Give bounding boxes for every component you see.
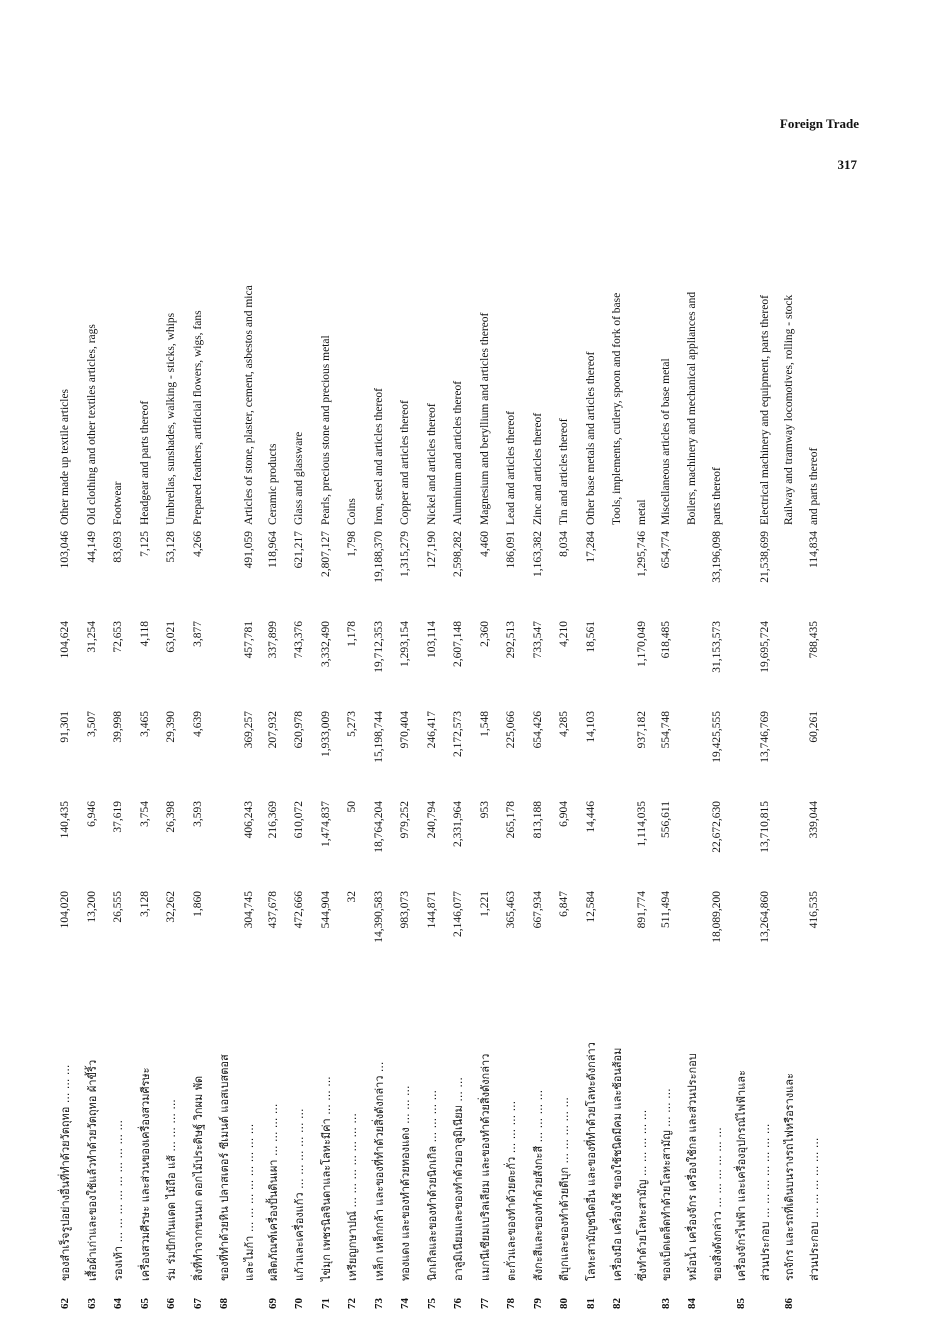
value-col-3: 5,273: [346, 711, 359, 737]
item-code: [706, 1284, 728, 1312]
thai-description: ส่วนประกอบ ... ... ... ... ... ... ...: [759, 1123, 772, 1281]
value-col-5: 2,598,282: [452, 531, 465, 577]
english-description: Electrical machinery and equipment, parts thereof: [759, 295, 771, 525]
english-description: Miscellaneous articles of base metal: [659, 358, 672, 525]
thai-description: แมกนีเซียมเบริลเลียม และของทำด้วยสิ่งดังกล่าว: [478, 1053, 492, 1281]
value-col-4: 2,607,148: [452, 621, 465, 667]
value-col-2: 953: [478, 801, 491, 819]
english-description: Iron, steel and articles thereof: [372, 388, 385, 525]
value-col-2: 6,904: [558, 801, 571, 827]
item-code: 67: [191, 1298, 204, 1309]
value-col-2: 216,369: [266, 801, 279, 839]
item-code: 80: [558, 1298, 571, 1309]
value-col-3: 29,390: [165, 711, 178, 743]
value-col-5: 7,125: [138, 531, 151, 557]
table-row: [631, 170, 653, 1312]
value-col-4: 31,153,573: [710, 621, 723, 673]
item-code: [803, 1284, 825, 1312]
value-col-5: [776, 528, 803, 618]
value-col-3: 2,172,573: [452, 711, 465, 757]
table-row: [339, 170, 366, 1312]
value-col-2: 2,331,964: [452, 801, 465, 847]
value-col-2: 50: [346, 801, 359, 813]
table-row: [445, 170, 472, 1312]
table-row: [706, 170, 728, 1312]
english-description: and parts thereof: [807, 447, 820, 525]
item-code: 74: [399, 1298, 412, 1309]
value-col-2: 240,794: [425, 801, 438, 839]
value-col-1: 26,555: [112, 891, 125, 923]
section-title: Foreign Trade: [779, 116, 859, 131]
value-col-1: 983,073: [399, 891, 412, 929]
value-col-3: 19,425,555: [710, 711, 723, 763]
value-col-5: 1,315,279: [399, 531, 412, 577]
value-col-5: 654,774: [659, 531, 672, 569]
value-col-2: 1,474,837: [319, 801, 332, 847]
table-row: [185, 170, 212, 1312]
table-row: [158, 170, 185, 1312]
english-description: Other made up textile articles: [59, 388, 72, 525]
value-col-3: 620,978: [293, 711, 306, 749]
thai-description: แก้วและเครื่องแก้ว ... ... ... ... ... ...: [293, 1108, 307, 1281]
item-code: 77: [478, 1298, 491, 1309]
table-row: [525, 170, 552, 1312]
value-col-5: 103,046: [59, 531, 72, 569]
value-col-1: 18,089,200: [710, 891, 723, 943]
english-description: Tools, implements, cutlery, spoon and fork of base: [611, 292, 624, 525]
value-col-2: 1,114,035: [635, 801, 648, 847]
table-row: [578, 170, 605, 1312]
thai-description: รองเท้า ... ... ... ... ... ... ... ... ...: [112, 1120, 126, 1281]
thai-description: สิ่งที่ทำจากขนนก ดอกไม้ประดิษฐ์ วิกผม พัด: [191, 1075, 205, 1281]
value-col-3: 60,261: [807, 711, 820, 743]
item-code: [631, 1284, 653, 1312]
item-code: 73: [372, 1298, 385, 1309]
value-col-2: 556,611: [659, 801, 672, 838]
value-col-2: 14,446: [584, 801, 597, 833]
value-col-4: [211, 618, 238, 708]
thai-description: ทองแดง และของทำด้วยทองแดง ... ... ...: [399, 1085, 413, 1281]
value-col-5: 1,798: [346, 531, 359, 557]
item-code: [238, 1284, 260, 1312]
english-description: Articles of stone, plaster, cement, asbestos and mica: [242, 285, 255, 525]
thai-description: สังกะสีและของทำด้วยสังกะสี ... ... ... ...: [531, 1089, 545, 1281]
thai-description: ของที่ทำด้วยหิน ปลาสเตอร์ ซีเมนต์ แอสเบสตอส: [218, 1054, 232, 1281]
english-description: Railway and tramway locomotives, rolling - stock: [783, 294, 796, 525]
thai-description: อาลูมิเนียมและของทำด้วยอาลูมิเนียม ... ...: [452, 1077, 466, 1281]
table-row: [105, 170, 132, 1312]
value-col-2: 406,243: [242, 801, 255, 839]
value-col-3: 15,198,744: [372, 711, 385, 763]
thai-description: หม้อน้ำ เครื่องจักร เครื่องใช้กล และส่วนประกอบ: [686, 1053, 700, 1281]
table-row: [776, 170, 803, 1312]
value-col-4: 733,547: [531, 621, 544, 659]
value-col-4: 63,021: [165, 621, 178, 653]
value-col-3: 13,746,769: [759, 711, 771, 763]
value-col-5: 127,190: [425, 531, 438, 569]
item-code: [754, 1284, 776, 1312]
thai-description: ดีบุกและของทำด้วยดีบุก ... ... ... ... ...: [558, 1097, 572, 1281]
english-description: Glass and glassware: [293, 431, 306, 525]
value-col-3: 654,426: [531, 711, 544, 749]
value-col-1: 6,847: [558, 891, 571, 917]
value-col-1: 416,535: [807, 891, 820, 929]
value-col-2: 6,946: [85, 801, 98, 827]
thai-description: โลหะสามัญชนิดอื่น และของที่ทำด้วยโลหะดังกล่าว: [584, 1042, 598, 1281]
value-col-5: 44,149: [85, 531, 98, 563]
rotated-table-wrapper: [52, 170, 862, 1312]
value-col-1: [679, 888, 706, 978]
value-col-4: 31,254: [85, 621, 98, 653]
thai-description: เหล็ก เหล็กกล้า และของที่ทำด้วยสิ่งดังกล่าว ...: [372, 1061, 386, 1281]
english-description: Aluminium and articles thereof: [452, 380, 465, 525]
thai-description: ตะกั่วและของทำด้วยตะกั่ว ... ... ... ...: [505, 1100, 519, 1281]
value-col-1: 12,584: [584, 891, 597, 923]
value-col-5: 33,196,098: [710, 531, 723, 583]
value-col-1: 2,146,077: [452, 891, 465, 937]
value-col-5: 4,266: [191, 531, 204, 557]
value-col-4: [728, 618, 755, 708]
item-code: 76: [452, 1298, 465, 1309]
value-col-3: 246,417: [425, 711, 438, 749]
table-row: [419, 170, 446, 1312]
value-col-2: [211, 798, 238, 888]
thai-description: ซึ่งทำด้วยโลหะสามัญ ... ... ... ... ...: [635, 1109, 649, 1281]
item-code: 84: [686, 1298, 699, 1309]
value-col-3: 207,932: [266, 711, 279, 749]
table-row: [79, 170, 106, 1312]
value-col-5: 491,059: [242, 531, 255, 569]
table-row: [754, 170, 776, 1312]
value-col-3: 39,998: [112, 711, 125, 743]
value-col-4: 104,624: [59, 621, 72, 659]
english-description: Umbrellas, sunshades, walking - sticks, whips: [165, 312, 178, 525]
item-code: 82: [611, 1298, 624, 1309]
value-col-2: [604, 798, 631, 888]
value-col-3: 937,182: [635, 711, 648, 749]
value-col-2: 18,764,204: [372, 801, 385, 853]
table-row: [211, 170, 238, 1312]
value-col-4: 19,695,724: [759, 621, 771, 673]
value-col-5: 53,128: [165, 531, 178, 563]
thai-description: ผลิตภัณฑ์เครื่องปั้นดินเผา ... ... ... ...: [266, 1103, 280, 1281]
foreign-trade-table: [52, 170, 825, 1312]
value-col-4: 1,170,049: [635, 621, 648, 667]
english-description: Nickel and articles thereof: [425, 403, 438, 525]
value-col-3: 3,507: [85, 711, 98, 737]
table-row: [286, 170, 313, 1312]
value-col-2: 610,072: [293, 801, 306, 839]
english-description: Lead and articles thereof: [505, 411, 518, 525]
thai-description: เครื่องจักรไฟฟ้า และเครื่องอุปกรณ์ไฟฟ้าและ: [734, 1070, 748, 1281]
item-code: 64: [112, 1298, 125, 1309]
value-col-2: 813,188: [531, 801, 544, 839]
item-code: 86: [783, 1298, 796, 1309]
value-col-5: 19,188,370: [372, 531, 385, 583]
thai-description: เหรียญกษาปณ์ ... ... ... ... ... ... ...: [346, 1113, 360, 1281]
value-col-1: [776, 888, 803, 978]
value-col-3: 1,548: [478, 711, 491, 737]
value-col-5: 4,460: [478, 531, 491, 557]
value-col-1: 32: [346, 891, 359, 903]
value-col-4: 4,118: [138, 621, 151, 647]
item-code: 65: [138, 1298, 151, 1309]
english-description: Headgear and parts thereof: [138, 400, 151, 525]
thai-description: ของเบ็ดเตล็ดทำด้วยโลหะสามัญ ... ... ...: [659, 1088, 673, 1281]
value-col-3: 970,404: [399, 711, 412, 749]
table-row: [132, 170, 159, 1312]
value-col-1: [604, 888, 631, 978]
value-col-3: 91,301: [59, 711, 72, 743]
value-col-2: 265,178: [505, 801, 518, 839]
value-col-1: 544,904: [319, 891, 332, 929]
value-col-5: 118,964: [266, 531, 279, 568]
value-col-3: [776, 708, 803, 798]
value-col-1: 365,463: [505, 891, 518, 929]
english-description: Prepared feathers, artificial flowers, wigs, fans: [191, 310, 204, 525]
value-col-2: 140,435: [59, 801, 72, 839]
value-col-4: 2,360: [478, 621, 491, 647]
english-description: Old clothing and other textiles articles, rags: [85, 324, 98, 525]
value-col-2: 3,593: [191, 801, 204, 827]
item-code: 81: [584, 1298, 597, 1309]
thai-description: รถจักร และรถที่เดินบนรางรถไฟหรือรางและ: [783, 1073, 797, 1281]
value-col-5: 1,163,382: [531, 531, 544, 577]
table-row: [498, 170, 525, 1312]
value-col-5: [679, 528, 706, 618]
value-col-3: 369,257: [242, 711, 255, 749]
thai-description: ไข่มุก เพชรนิลจินดาและโลหะมีค่า ... ... ...: [319, 1076, 333, 1281]
thai-description: เสื้อผ้าเก่าและของใช้แล้วทำด้วยวัตถุทอ ผ้าขี้ริ้ว: [85, 1059, 99, 1281]
table-row: [604, 170, 631, 1312]
value-col-5: 21,538,699: [759, 531, 771, 583]
table-row: [366, 170, 393, 1312]
value-col-4: 4,210: [558, 621, 571, 647]
value-col-5: [211, 528, 238, 618]
table-row: [679, 170, 706, 1312]
value-col-2: 3,754: [138, 801, 151, 827]
value-col-2: 37,619: [112, 801, 125, 833]
item-code: 69: [266, 1298, 279, 1309]
thai-description: เครื่องสวมศีรษะ และส่วนของเครื่องสวมศีรษะ: [138, 1067, 152, 1281]
value-col-4: [776, 618, 803, 708]
value-col-3: 14,103: [584, 711, 597, 743]
value-col-1: 144,871: [425, 891, 438, 929]
value-col-4: 18,561: [584, 621, 597, 653]
value-col-5: 2,807,127: [319, 531, 332, 577]
value-col-1: 13,200: [85, 891, 98, 923]
thai-description: และไมก้า ... ... ... ... ... ... ... ...: [242, 1123, 256, 1281]
value-col-4: 3,877: [191, 621, 204, 647]
value-col-5: 83,693: [112, 531, 125, 563]
value-col-2: [776, 798, 803, 888]
english-description: [211, 170, 238, 528]
value-col-1: 304,745: [242, 891, 255, 929]
value-col-4: 1,293,154: [399, 621, 412, 667]
value-col-4: [679, 618, 706, 708]
value-col-4: 3,332,490: [319, 621, 332, 667]
value-col-3: [604, 708, 631, 798]
english-description: Pearls, precious stone and precious metal: [319, 335, 332, 525]
value-col-1: 1,221: [478, 891, 491, 917]
value-col-5: 17,284: [584, 531, 597, 563]
english-description: Other base metals and articles thereof: [584, 351, 597, 525]
english-description: Footwear: [112, 481, 125, 525]
value-col-4: 337,899: [266, 621, 279, 659]
value-col-1: 1,860: [191, 891, 204, 917]
value-col-1: 891,774: [635, 891, 648, 929]
value-col-4: [604, 618, 631, 708]
value-col-2: [728, 798, 755, 888]
english-description: Ceramic products: [266, 443, 279, 525]
item-code: 68: [218, 1298, 231, 1309]
value-col-4: 618,485: [659, 621, 672, 659]
item-code: 62: [59, 1298, 72, 1309]
value-col-4: 788,435: [807, 621, 820, 659]
value-col-1: 14,390,583: [372, 891, 385, 943]
value-col-4: 103,114: [425, 621, 438, 658]
value-col-5: [604, 528, 631, 618]
table-row: [728, 170, 755, 1312]
english-description: Magnesium and beryllium and articles thereof: [478, 312, 491, 525]
thai-description: ร่ม ร่มปักกันแดด ไม้ถือ แส้ ... ... ... ...: [165, 1099, 179, 1281]
value-col-4: 292,513: [505, 621, 518, 659]
thai-description: เครื่องมือ เครื่องใช้ ของใช้ชนิดมีคม และช้อนส้อม: [611, 1047, 625, 1281]
english-description: Zinc and articles thereof: [531, 412, 544, 525]
value-col-1: 667,934: [531, 891, 544, 929]
value-col-1: 472,666: [293, 891, 306, 929]
value-col-4: 19,712,353: [372, 621, 385, 673]
item-code: 85: [734, 1298, 747, 1309]
value-col-3: 4,285: [558, 711, 571, 737]
table-row: [653, 170, 680, 1312]
table-row: [238, 170, 260, 1312]
value-col-5: 8,034: [558, 531, 571, 557]
english-description: Tin and articles thereof: [558, 418, 571, 525]
value-col-5: 186,091: [505, 531, 518, 569]
value-col-2: 13,710,815: [759, 801, 771, 853]
value-col-3: [728, 708, 755, 798]
value-col-4: 457,781: [242, 621, 255, 659]
english-description: [728, 170, 755, 528]
value-col-1: 437,678: [266, 891, 279, 929]
thai-description: ของสิ่งดังกล่าว ... ... ... ... ... ...: [710, 1127, 724, 1281]
value-col-3: 1,933,009: [319, 711, 332, 757]
table-row: [52, 170, 79, 1312]
value-col-1: 511,494: [659, 891, 672, 928]
thai-description: ของสำเร็จรูปอย่างอื่นที่ทำด้วยวัตถุทอ ... ... ...: [59, 1064, 73, 1281]
english-description: Copper and articles thereof: [399, 400, 412, 525]
value-col-3: 554,748: [659, 711, 672, 749]
english-description: Coins: [346, 498, 359, 525]
value-col-1: [728, 888, 755, 978]
item-code: 83: [659, 1298, 672, 1309]
value-col-2: 339,044: [807, 801, 820, 839]
table-row: [260, 170, 287, 1312]
item-code: 70: [293, 1298, 306, 1309]
item-code: 66: [165, 1298, 178, 1309]
value-col-1: 13,264,860: [759, 891, 771, 943]
table-row: [472, 170, 499, 1312]
value-col-3: [211, 708, 238, 798]
value-col-2: 22,672,630: [710, 801, 723, 853]
value-col-3: [679, 708, 706, 798]
value-col-5: 114,834: [807, 531, 820, 568]
value-col-1: 104,020: [59, 891, 72, 929]
value-col-3: 225,066: [505, 711, 518, 749]
value-col-4: 1,178: [346, 621, 359, 647]
value-col-1: [211, 888, 238, 978]
value-col-4: 72,653: [112, 621, 125, 653]
english-description: parts thereof: [710, 467, 723, 525]
value-col-2: 979,252: [399, 801, 412, 839]
item-code: 75: [425, 1298, 438, 1309]
value-col-5: 621,217: [293, 531, 306, 569]
table-row: [551, 170, 578, 1312]
page-number: 317: [837, 157, 857, 172]
value-col-5: 1,295,746: [635, 531, 648, 577]
value-col-2: [679, 798, 706, 888]
item-code: 71: [319, 1298, 332, 1309]
thai-description: นิกเกิลและของทำด้วยนิกเกิล ... ... ... ...: [425, 1089, 439, 1281]
table-row: [313, 170, 340, 1312]
thai-description: ส่วนประกอบ ... ... ... ... ... ...: [807, 1137, 821, 1281]
table-row: [803, 170, 825, 1312]
item-code: 63: [85, 1298, 98, 1309]
english-description: metal: [635, 499, 648, 525]
table-row: [392, 170, 419, 1312]
item-code: 78: [505, 1298, 518, 1309]
value-col-2: 26,398: [165, 801, 178, 833]
english-description: Boilers, machinery and mechanical appliances and: [686, 291, 699, 525]
value-col-3: 3,465: [138, 711, 151, 737]
value-col-5: [728, 528, 755, 618]
value-col-3: 4,639: [191, 711, 204, 737]
item-code: 72: [346, 1298, 359, 1309]
value-col-4: 743,376: [293, 621, 306, 659]
value-col-1: 32,262: [165, 891, 178, 923]
value-col-1: 3,128: [138, 891, 151, 917]
item-code: 79: [531, 1298, 544, 1309]
